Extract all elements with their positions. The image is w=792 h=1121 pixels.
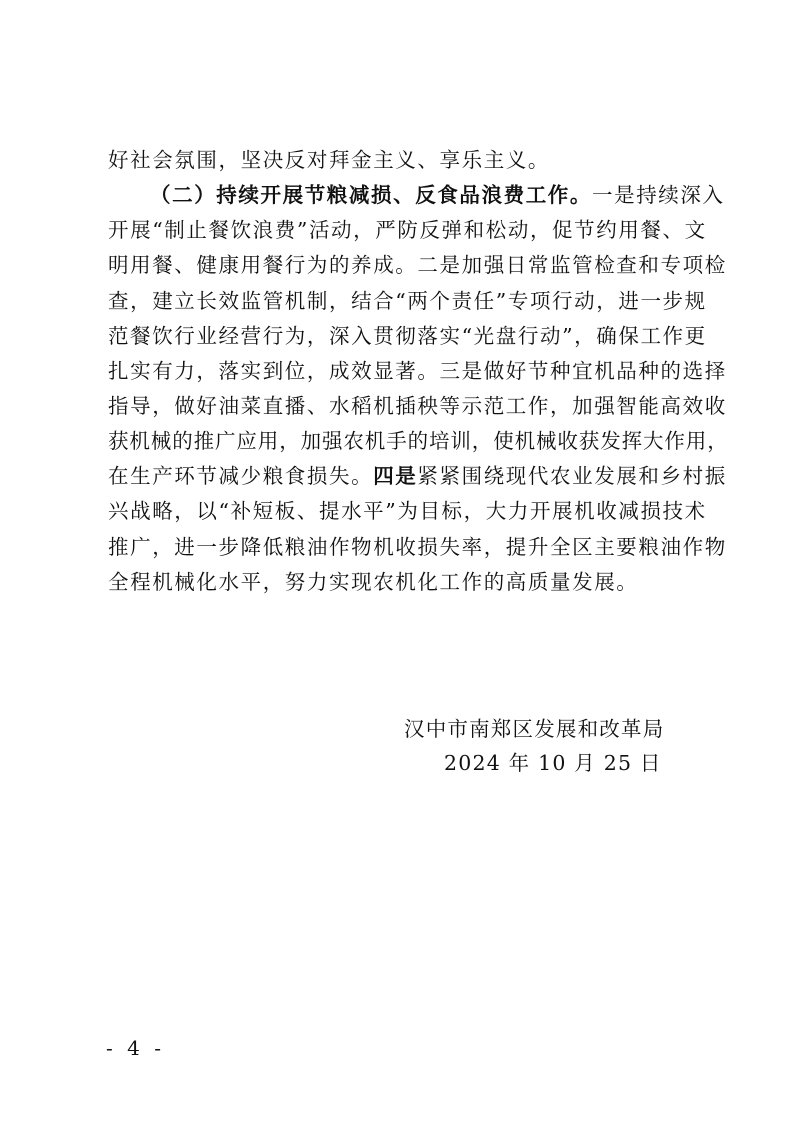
signature-date: 2024 年 10 月 25 日 — [444, 751, 662, 775]
body-text: 紧紧围绕现代农业发展和乡村振 — [417, 464, 727, 488]
body-line: 明用餐、健康用餐行为的养成。二是加强日常监管检查和专项检 — [108, 253, 727, 277]
body-line — [108, 463, 727, 489]
body-line: 查，建立长效监管机制，结合“两个责任”专项行动，进一步规 — [108, 289, 707, 313]
body-line: 推广，进一步降低粮油作物机收损失率，提升全区主要粮油作物 — [108, 535, 727, 559]
body-line: 开展“制止餐饮浪费”活动，严防反弹和松动，促节约用餐、文 — [108, 218, 707, 242]
body-line: 范餐饮行业经营行为，深入贯彻落实“光盘行动”，确保工作更 — [108, 324, 707, 348]
section-heading: （二）持续开展节粮减损、反食品浪费工作。 — [150, 183, 592, 207]
body-line: 获机械的推广应用，加强农机手的培训，使机械收获发挥大作用， — [108, 429, 729, 453]
body-line — [150, 182, 725, 208]
page-number: - 4 - — [106, 1036, 165, 1060]
body-line: 兴战略，以“补短板、提水平”为目标，大力开展机收减损技术 — [108, 499, 707, 523]
body-line: 全程机械化水平，努力实现农机化工作的高质量发展。 — [108, 570, 639, 594]
body-text: 在生产环节减少粮食损失。 — [108, 464, 374, 488]
body-line: 指导，做好油菜直播、水稻机插秧等示范工作，加强智能高效收 — [108, 394, 727, 418]
emphasis-text: 四是 — [373, 464, 418, 488]
signature-organization: 汉中市南郑区发展和改革局 — [404, 717, 665, 741]
body-line: 好社会氛围，坚决反对拜金主义、享乐主义。 — [108, 148, 550, 172]
body-text: 一是持续深入 — [592, 183, 725, 207]
body-line: 扎实有力，落实到位，成效显著。三是做好节种宜机品种的选择 — [108, 359, 727, 383]
